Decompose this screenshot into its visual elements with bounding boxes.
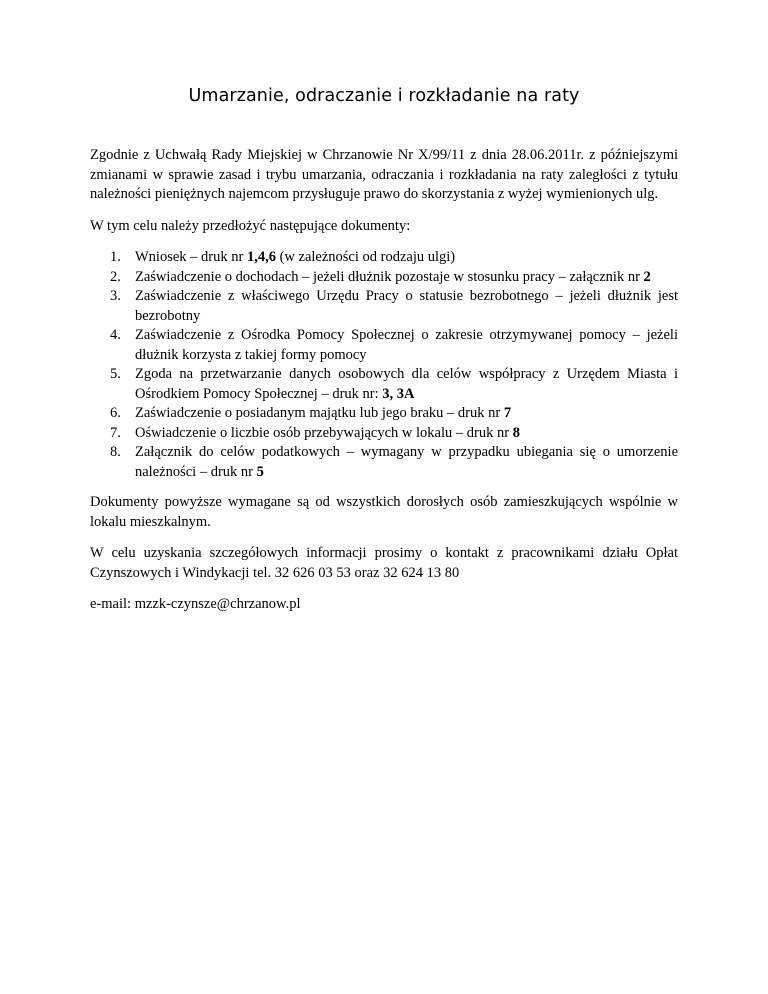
form-number: 7 bbox=[503, 405, 512, 421]
form-number: 1,4,6 bbox=[246, 249, 276, 265]
form-number: 2 bbox=[643, 268, 651, 285]
list-item-text: Zaświadczenie z Ośrodka Pomocy Społecznej o zakresie otrzymywanej pomocy – jeżeli dłużnik korzysta z takiej formy pomocy bbox=[135, 327, 678, 363]
list-item-number: 6. bbox=[110, 405, 121, 421]
list-item bbox=[90, 443, 678, 482]
list-item-text: Wniosek – druk nr bbox=[135, 249, 247, 265]
list-item bbox=[90, 404, 678, 424]
list-item-number: 7. bbox=[110, 424, 121, 441]
list-item bbox=[90, 326, 678, 365]
contact-paragraph: W celu uzyskania szczegółowych informacji prosimy o kontakt z pracownikami działu Opłat Czynszowych i Windykacji tel. 32 626 03 53 oraz 32 624 13 80 bbox=[90, 545, 678, 581]
list-item-number: 8. bbox=[110, 444, 121, 460]
list-item bbox=[90, 424, 678, 444]
list-item-suffix: (w zależności od rodzaju ulgi) bbox=[275, 249, 456, 265]
lead-paragraph: W tym celu należy przedłożyć następujące dokumenty: bbox=[90, 217, 411, 234]
list-item bbox=[90, 287, 678, 326]
document-body bbox=[90, 146, 678, 627]
list-item-text: Zgoda na przetwarzanie danych osobowych dla celów współpracy z Urzędem Miasta i Ośrodkiem Pomocy Społecznej – druk nr: bbox=[135, 366, 678, 402]
list-item bbox=[90, 268, 678, 288]
list-item bbox=[90, 248, 678, 268]
list-item-text: Zaświadczenie z właściwego Urzędu Pracy o statusie bezrobotnego – jeżeli dłużnik jest bezrobotny bbox=[135, 288, 678, 324]
list-item-text: Oświadczenie o liczbie osób przebywających w lokalu – druk nr bbox=[135, 424, 513, 441]
note-paragraph: Dokumenty powyższe wymagane są od wszystkich dorosłych osób zamieszkujących wspólnie w lokalu mieszkalnym. bbox=[90, 494, 678, 530]
list-item-number: 5. bbox=[110, 366, 121, 382]
form-number: 8 bbox=[512, 424, 520, 441]
list-item-text: Zaświadczenie o posiadanym majątku lub jego braku – druk nr bbox=[135, 405, 504, 421]
form-number: 3, 3A bbox=[382, 385, 415, 402]
list-item-number: 3. bbox=[110, 288, 121, 304]
list-item bbox=[90, 365, 678, 404]
list-item-number: 2. bbox=[110, 268, 121, 285]
form-number: 5 bbox=[256, 463, 264, 480]
list-item-number: 1. bbox=[110, 249, 121, 265]
intro-paragraph: Zgodnie z Uchwałą Rady Miejskiej w Chrzanowie Nr X/99/11 z dnia 28.06.2011r. z późniejszymi zmianami w sprawie zasad i trybu umarzania, odraczania i rozkładania na raty zaległości z tytułu należności pieniężnych najemcom przysługuje prawo do skorzystania z wyżej wymienionych ulg. bbox=[90, 147, 678, 202]
documents-list bbox=[90, 248, 678, 482]
page-title: Umarzanie, odraczanie i rozkładanie na raty bbox=[188, 86, 580, 106]
email-line: e-mail: mzzk-czynsze@chrzanow.pl bbox=[90, 596, 301, 612]
list-item-text: Zaświadczenie o dochodach – jeżeli dłużnik pozostaje w stosunku pracy – załącznik nr bbox=[135, 268, 644, 285]
list-item-number: 4. bbox=[110, 327, 121, 343]
list-item-text: Załącznik do celów podatkowych – wymagany w przypadku ubiegania się o umorzenie należności – druk nr bbox=[135, 444, 678, 480]
